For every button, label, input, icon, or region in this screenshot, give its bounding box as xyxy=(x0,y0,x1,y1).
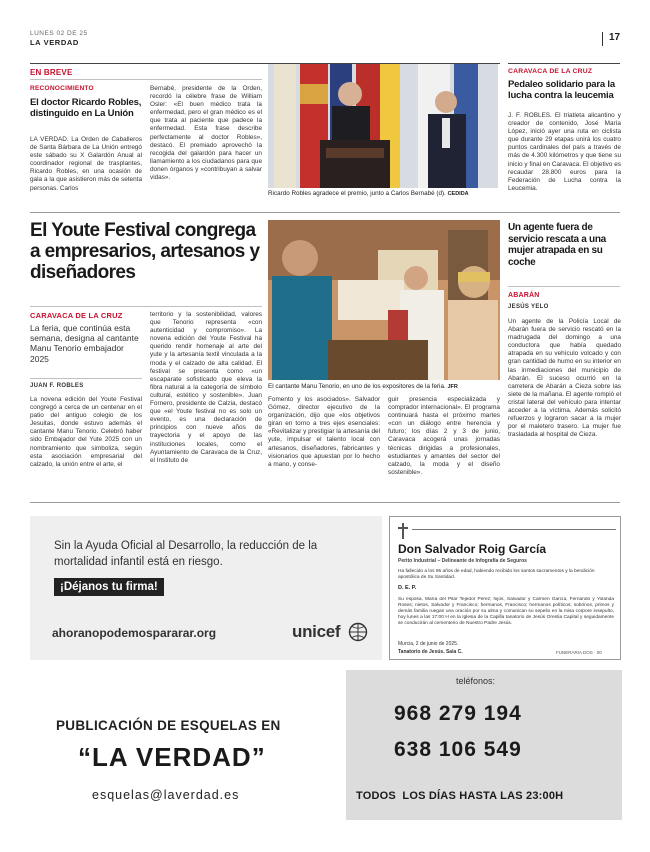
main-body-col3: Fomento y los asociados». Salvador Gómez, director ejecutivo de la organización, dijo que «los objetivos giran en torno a tres ejes esenciales: «Revitalizar y prestigiar la artesanía del yute, impulsar el talento local con artesanos, diseñadores, fabricantes y visionarios que apuestan por lo hecho a mano, y conse- xyxy=(268,396,380,468)
unicef-ad[interactable] xyxy=(30,516,382,660)
caption-tenorio-credit: JFR xyxy=(447,384,458,390)
caravaca-brief-kicker: CARAVACA DE LA CRUZ xyxy=(508,68,593,75)
obituary-tanatorio: Tanatorio de Jesús. Sala C. xyxy=(398,649,463,655)
caption-robles xyxy=(268,190,500,197)
separator-mid xyxy=(30,212,620,213)
obituary-place-date: Murcia, 2 de junio de 2025. xyxy=(398,641,459,647)
caption-tenorio xyxy=(268,383,500,390)
phones-panel xyxy=(346,670,622,820)
brief-body-col1: LA VERDAD. La Orden de Caballeros de Santa Bárbara de La Unión entregó este sábado su X Galardón Anual al coordinador regional de trasplantes, Ricardo Robles, en una ocasión de gala a la que asistieron más de setenta personas. Carlos xyxy=(30,136,142,192)
obituary-top-line xyxy=(412,529,616,530)
caravaca-brief-headline: Pedaleo solidario para la lucha contra la leucemia xyxy=(508,79,615,101)
esquelas-line1: PUBLICACIÓN DE ESQUELAS EN xyxy=(56,718,281,733)
main-byline-rule xyxy=(30,378,142,379)
obituary-subtitle: Perito Industrial – Delineante de Infografía de Seguros xyxy=(398,558,527,564)
caravaca-brief-body: J. F. ROBLES. El triatleta alicantino y creador de contenido, José María López, inició ayer una ruta en ciclista que durante 29 etapas unirá los cuatro puntos cardinales del país a través de más de 4.300 kilómetros y que tiene su inicio y final en Caravaca. El objetivo es recaudar 28.800 euros para la Federación de Lucha contra la Leucemia. xyxy=(508,112,621,192)
main-subhead: La feria, que continúa esta semana, designa al cantante Manu Tenorio embajador 2025 xyxy=(30,323,139,364)
separator-ads xyxy=(30,502,620,503)
unicef-line2: mortalidad infantil está en riesgo. xyxy=(54,556,223,568)
main-kicker-rule xyxy=(30,306,262,307)
main-body-col4: guir presencia especializada y comprador internacional». El programa continuará hasta el próximo martes «con un diálogo entre herencia y futuro; los días 2 y 3 de junio, Caravaca acogerá unas jornadas técnicas dirigidas a profesionales, estudiantes y amantes del sector del calzado, la moda y el diseño sostenible». xyxy=(388,396,500,476)
phone-number-2[interactable]: 638 106 549 xyxy=(394,738,522,761)
esquelas-ad[interactable] xyxy=(30,670,346,820)
main-body-col2: territorio y la sostenibilidad, valores que Tenorio representa «con autenticidad y compromiso». La novena edición del Youte Festival ha querido rendir homenaje al arte del yute y la artesanía textil vinculada a la moda y el calzado de alta calidad. El festival se presenta como «un escaparate sofisticado que eleva la fibra natural a la categoría de símbolo cultural, estético y sostenible». Juan Fornero, presidente de Calzia, destacó que «el Youte festival no es solo un evento, es una declaración de principios con nueve años de trayectoria y el apoyo de las instituciones locales, como el Ayuntamiento de Caravaca de la Cruz, el Instituto de xyxy=(150,311,262,464)
en-breve-under-rule xyxy=(30,79,262,80)
abaran-kicker-rule xyxy=(508,286,620,287)
main-kicker: CARAVACA DE LA CRUZ xyxy=(30,311,123,320)
abaran-kicker: ABARÁN xyxy=(508,292,540,299)
photo-tenorio-festival xyxy=(268,220,500,380)
header-divider xyxy=(602,32,603,46)
esquelas-email[interactable]: esquelas@laverdad.es xyxy=(92,788,240,802)
phone-number-1[interactable]: 968 279 194 xyxy=(394,702,522,725)
caravaca-brief-top-rule xyxy=(508,63,620,64)
unicef-line1: Sin la Ayuda Oficial al Desarrollo, la reducción de la xyxy=(54,540,318,552)
unicef-url[interactable]: ahoranopodemospararar.org xyxy=(52,626,217,640)
caption-robles-credit: CEDIDA xyxy=(447,191,469,197)
page-header xyxy=(30,30,620,50)
page-number: 17 xyxy=(609,32,621,43)
obituary-family: Su esposa, María del Pilar Tejedor Pérez; hijos, Salvador y Carmen García, Fernando y Yolanda Roses; nietos, Salvador y Francisco; hermanos, Francisco; hermanos políticos; sobrinos, primos y demás familia ruegan una oración por su alma y comunican su sepelio en la misa corpore insepulto, hoy lunes a las 17:00 H en la Iglesia de la Capilla tanatorio de Jesús Orestia Capital y seguidamente se conducirán al cementerio de Nuestro Padre Jesús. xyxy=(398,597,614,626)
unicef-globe-icon xyxy=(348,622,368,642)
obituary-notice xyxy=(389,516,621,660)
brief-headline-robles: El doctor Ricardo Robles, distinguido en La Unión xyxy=(30,97,142,119)
caption-tenorio-text: El cantante Manu Tenorio, en uno de los expositores de la feria. xyxy=(268,383,446,390)
brief-body-col2: Bernabé, presidente de la Orden, recordó la célebre frase de William Osler: «El buen médico trata la enfermedad, pero el gran médico es el que trata al paciente que padece la enfermedad. Esta frase describe perfectamente al doctor Robles», destacó. El premiado aprovechó la recogida del galardón para hacer un llamamiento a los ciudadanos para que donen órganos y «contribuyan a salvar vidas». xyxy=(150,85,262,182)
unicef-brand: unicef xyxy=(292,622,341,641)
phones-label: teléfonos: xyxy=(456,676,496,686)
photo-robles-award xyxy=(268,64,498,188)
cross-icon xyxy=(398,523,408,539)
header-date: LUNES 02 DE 25 xyxy=(30,30,88,37)
main-body-col1: La novena edición del Youte Festival congregó a cerca de un centenar en el patio del antiguo colegio de los Jesuitas, donde estuvo además el cantante Manu Tenorio. Celebró haber sido Embajador del Yute 2025 con un nombramiento que simboliza, según esta asociación empresarial del calzado, la unión entre el arte, el xyxy=(30,396,142,468)
obituary-intro: Ha fallecido a los 95 años de edad, habiendo recibido los santos sacramentos y la bendición apostólica de Su Santidad. xyxy=(398,569,595,580)
brief-kicker-reconocimiento: RECONOCIMIENTO xyxy=(30,85,94,92)
abaran-headline: Un agente fuera de servicio rescata a una mujer atrapada en su coche xyxy=(508,222,606,268)
esquelas-brand: “LA VERDAD” xyxy=(78,742,266,772)
obituary-rip: D. E. P. xyxy=(398,585,417,591)
unicef-cta[interactable]: ¡Déjanos tu firma! xyxy=(54,578,164,596)
obituary-funeral-home: FUNERARIA DOS · 00 xyxy=(556,650,602,655)
obituary-name: Don Salvador Roig García xyxy=(398,542,547,556)
abaran-body: Un agente de la Policía Local de Abarán fuera de servicio rescató en la madrugada del domingo a una conductora que había quedado atrapada en su vehículo volcado y con gran cantidad de humo en su interior en las inmediaciones del municipio de Abarán. El suceso ocurrió en la carretera de Abarán a Cieza sobre las siete de la mañana. El agente rompió el cristal lateral del vehículo para intentar acceder a la víctima. Además solicitó refuerzos y lograron sacar a la mujer por el maletero trasero. La mujer fue trasladada al hospital de Cieza. xyxy=(508,318,621,439)
header-brand: LA VERDAD xyxy=(30,38,79,47)
main-headline: El Youte Festival congrega a empresarios, artesanos y diseñadores xyxy=(30,220,260,283)
caption-robles-text: Ricardo Robles agradece el premio, junto a Carlos Bernabé (d). xyxy=(268,190,446,197)
main-byline: JUAN F. ROBLES xyxy=(30,383,84,389)
section-en-breve: EN BREVE xyxy=(30,68,73,77)
phones-hours: TODOS LOS DÍAS HASTA LAS 23:00H xyxy=(356,790,564,802)
abaran-byline: JESÚS YELO xyxy=(508,304,549,310)
